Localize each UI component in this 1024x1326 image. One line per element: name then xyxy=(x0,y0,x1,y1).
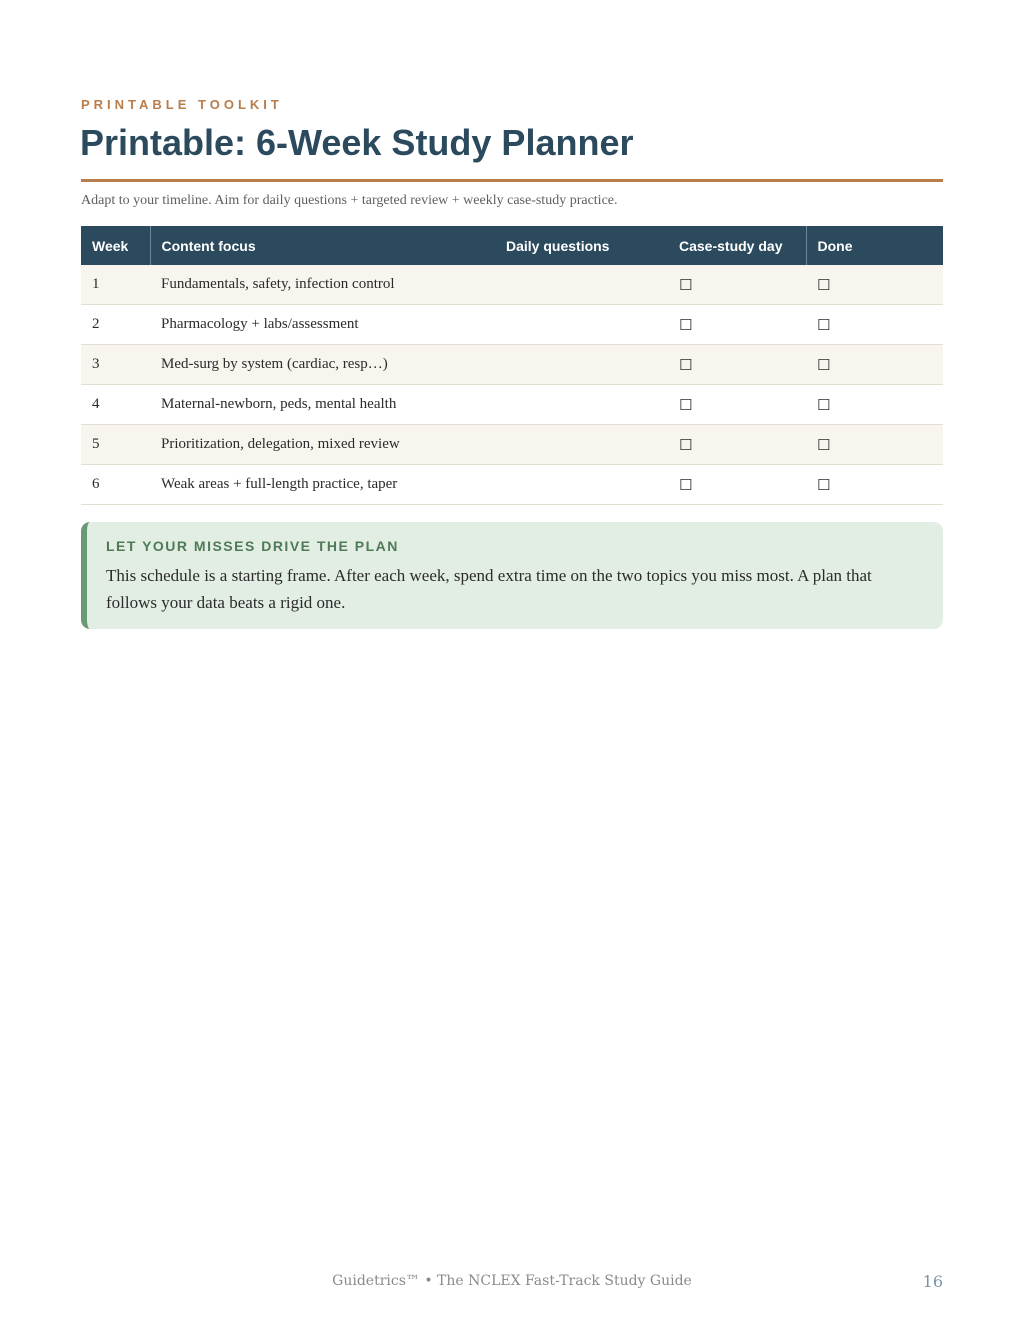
daily-questions-cell[interactable] xyxy=(495,385,668,425)
column-header-content-focus: Content focus xyxy=(150,226,495,265)
content-focus-cell: Prioritization, delegation, mixed review xyxy=(150,425,495,465)
done-checkbox[interactable]: ☐ xyxy=(806,425,943,465)
content-focus-cell: Pharmacology + labs/assessment xyxy=(150,305,495,345)
content-focus-cell: Maternal-newborn, peds, mental health xyxy=(150,385,495,425)
week-cell: 3 xyxy=(81,345,150,385)
tip-callout xyxy=(81,522,943,629)
case-study-checkbox[interactable]: ☐ xyxy=(668,425,806,465)
daily-questions-cell[interactable] xyxy=(495,425,668,465)
callout-body: This schedule is a starting frame. After each week, spend extra time on the two topics you miss most. A plan that follows your data beats a rigid one. xyxy=(106,566,872,612)
done-checkbox[interactable]: ☐ xyxy=(806,465,943,505)
content-focus-cell: Weak areas + full-length practice, taper xyxy=(150,465,495,505)
case-study-checkbox[interactable]: ☐ xyxy=(668,305,806,345)
page-number: 16 xyxy=(922,1272,943,1291)
page-title: Printable: 6-Week Study Planner xyxy=(80,122,634,163)
column-header-case-study-day: Case-study day xyxy=(668,226,806,265)
daily-questions-cell[interactable] xyxy=(495,265,668,305)
table-header-row xyxy=(81,226,943,265)
study-planner-table xyxy=(81,226,943,505)
done-checkbox[interactable]: ☐ xyxy=(806,385,943,425)
week-cell: 2 xyxy=(81,305,150,345)
case-study-checkbox[interactable]: ☐ xyxy=(668,265,806,305)
intro-text: Adapt to your timeline. Aim for daily questions + targeted review + weekly case-study practice. xyxy=(81,193,618,208)
table-row xyxy=(81,345,943,385)
done-checkbox[interactable]: ☐ xyxy=(806,265,943,305)
content-focus-cell: Med-surg by system (cardiac, resp…) xyxy=(150,345,495,385)
case-study-checkbox[interactable]: ☐ xyxy=(668,385,806,425)
week-cell: 5 xyxy=(81,425,150,465)
done-checkbox[interactable]: ☐ xyxy=(806,345,943,385)
daily-questions-cell[interactable] xyxy=(495,305,668,345)
table-row xyxy=(81,385,943,425)
daily-questions-cell[interactable] xyxy=(495,465,668,505)
case-study-checkbox[interactable]: ☐ xyxy=(668,345,806,385)
column-header-done: Done xyxy=(806,226,943,265)
section-eyebrow: PRINTABLE TOOLKIT xyxy=(81,97,283,112)
table-row xyxy=(81,425,943,465)
table-row xyxy=(81,265,943,305)
week-cell: 6 xyxy=(81,465,150,505)
content-focus-cell: Fundamentals, safety, infection control xyxy=(150,265,495,305)
table-row xyxy=(81,305,943,345)
callout-heading: LET YOUR MISSES DRIVE THE PLAN xyxy=(106,538,399,554)
week-cell: 1 xyxy=(81,265,150,305)
column-header-week: Week xyxy=(81,226,150,265)
page-footer: Guidetrics™ • The NCLEX Fast-Track Study Guide xyxy=(332,1273,692,1289)
done-checkbox[interactable]: ☐ xyxy=(806,305,943,345)
table-row xyxy=(81,465,943,505)
daily-questions-cell[interactable] xyxy=(495,345,668,385)
week-cell: 4 xyxy=(81,385,150,425)
case-study-checkbox[interactable]: ☐ xyxy=(668,465,806,505)
column-header-daily-questions: Daily questions xyxy=(495,226,668,265)
title-divider xyxy=(81,179,943,182)
